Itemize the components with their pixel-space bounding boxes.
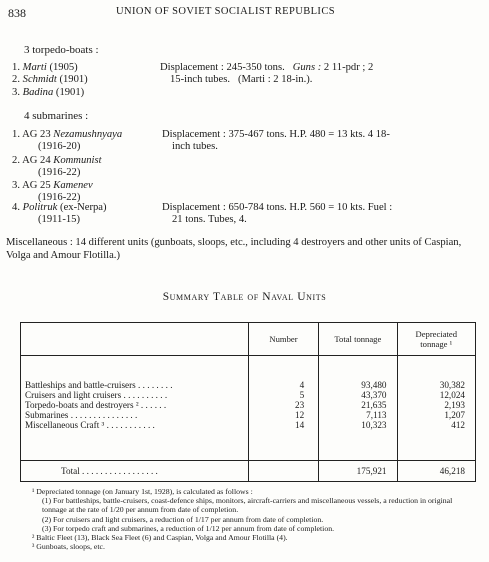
torpedo-description-2: 15-inch tubes. (Marti : 2 18-in.). [170,74,313,85]
torpedo-description: Displacement : 245-350 tons. Guns : 2 11-pdr ; 2 [160,62,374,73]
table-row: Submarines . . . . . . . . . . . . . . . [25,410,138,420]
number-cell: 4 5 23 12 14 [248,356,318,461]
total-number-cell [248,461,318,482]
page-title: UNION OF SOVIET SOCIALIST REPUBLICS [116,6,335,17]
summary-title: Summary Table of Naval Units [162,291,327,303]
list-item: 1. Marti (1905) [12,62,78,73]
list-item: 2. Schmidt (1901) [12,74,88,85]
footnote-2: ² Baltic Fleet (13), Black Sea Fleet (6) and Caspian, Volga and Amour Flotilla (4). [32,533,288,543]
miscellaneous-text: Miscellaneous : 14 different units (gunboats, sloops, etc., including 4 destroyers and other units of Caspian, Volga and Amour Flotilla.) [6,237,462,261]
table-row: Miscellaneous Craft ³ . . . . . . . . . . . [25,420,155,430]
depreciated-tonnage-total: 46,218 [397,461,475,482]
footnote-1b: (2) For cruisers and light cruisers, a reduction of 1/17 per annum from date of completion. [42,514,324,524]
total-tonnage-header: Total tonnage [319,323,397,356]
table-row: Torpedo-boats and destroyers ² . . . . . . [25,400,167,410]
total-tonnage-cell: 93,480 43,370 21,635 7,113 10,323 [319,356,397,461]
footnote-1a: (1) For battleships, battle-cruisers, coast-defence ships, monitors, aircraft-carriers and miscellaneous vessels, a reduction in original tonnage at the rate of 1/20 per annum from date of completion. [42,496,453,515]
naval-units-table [20,322,476,482]
depreciated-tonnage-cell: 30,382 12,024 2,193 1,207 412 [397,356,475,461]
list-item: 1. AG 23 Nezamushnyaya [12,129,123,140]
table-total-row [21,461,476,482]
list-item: 4. Politruk (ex-Nerpa) [12,202,107,213]
submarine-description-2: 21 tons. Tubes, 4. [172,214,247,225]
list-item: 3. Badina (1901) [12,87,85,98]
footnotes [32,487,478,551]
category-header [21,323,249,356]
list-item-years: (1916-22) [38,167,81,178]
table-row: Battleships and battle-cruisers . . . . . . . . [25,380,173,390]
footnote-1: ¹ Depreciated tonnage (on January 1st, 1928), is calculated as follows : [32,487,253,496]
torpedo-heading: 3 torpedo-boats : [24,44,99,56]
number-header: Number [248,323,318,356]
submarine-description-2: inch tubes. [172,141,218,152]
table-body-row [21,356,476,461]
page-number: 838 [8,6,26,20]
list-item-years: (1916-22) [38,192,81,203]
footnote-3: ³ Gunboats, sloops, etc. [32,542,105,552]
depreciated-tonnage-header: Depreciated tonnage ¹ [397,323,475,356]
list-item: 3. AG 25 Kamenev [12,180,93,191]
footnote-1c: (3) For torpedo craft and submarines, a reduction of 1/12 per annum from date of completion. [42,523,335,533]
total-tonnage-total: 175,921 [319,461,397,482]
list-item-years: (1911-15) [38,214,80,225]
table-header-row [21,323,476,356]
total-label-cell: Total . . . . . . . . . . . . . . . . . [21,461,249,482]
submarine-description: Displacement : 650-784 tons. H.P. 560 = 10 kts. Fuel : [162,202,393,213]
submarine-description: Displacement : 375-467 tons. H.P. 480 = 13 kts. 4 18- [162,129,390,140]
submarines-heading: 4 submarines : [24,110,89,122]
list-item-years: (1916-20) [38,141,81,152]
table-row: Cruisers and light cruisers . . . . . . . . . . [25,390,168,400]
category-cell [21,356,249,461]
list-item: 2. AG 24 Kommunist [12,155,102,166]
